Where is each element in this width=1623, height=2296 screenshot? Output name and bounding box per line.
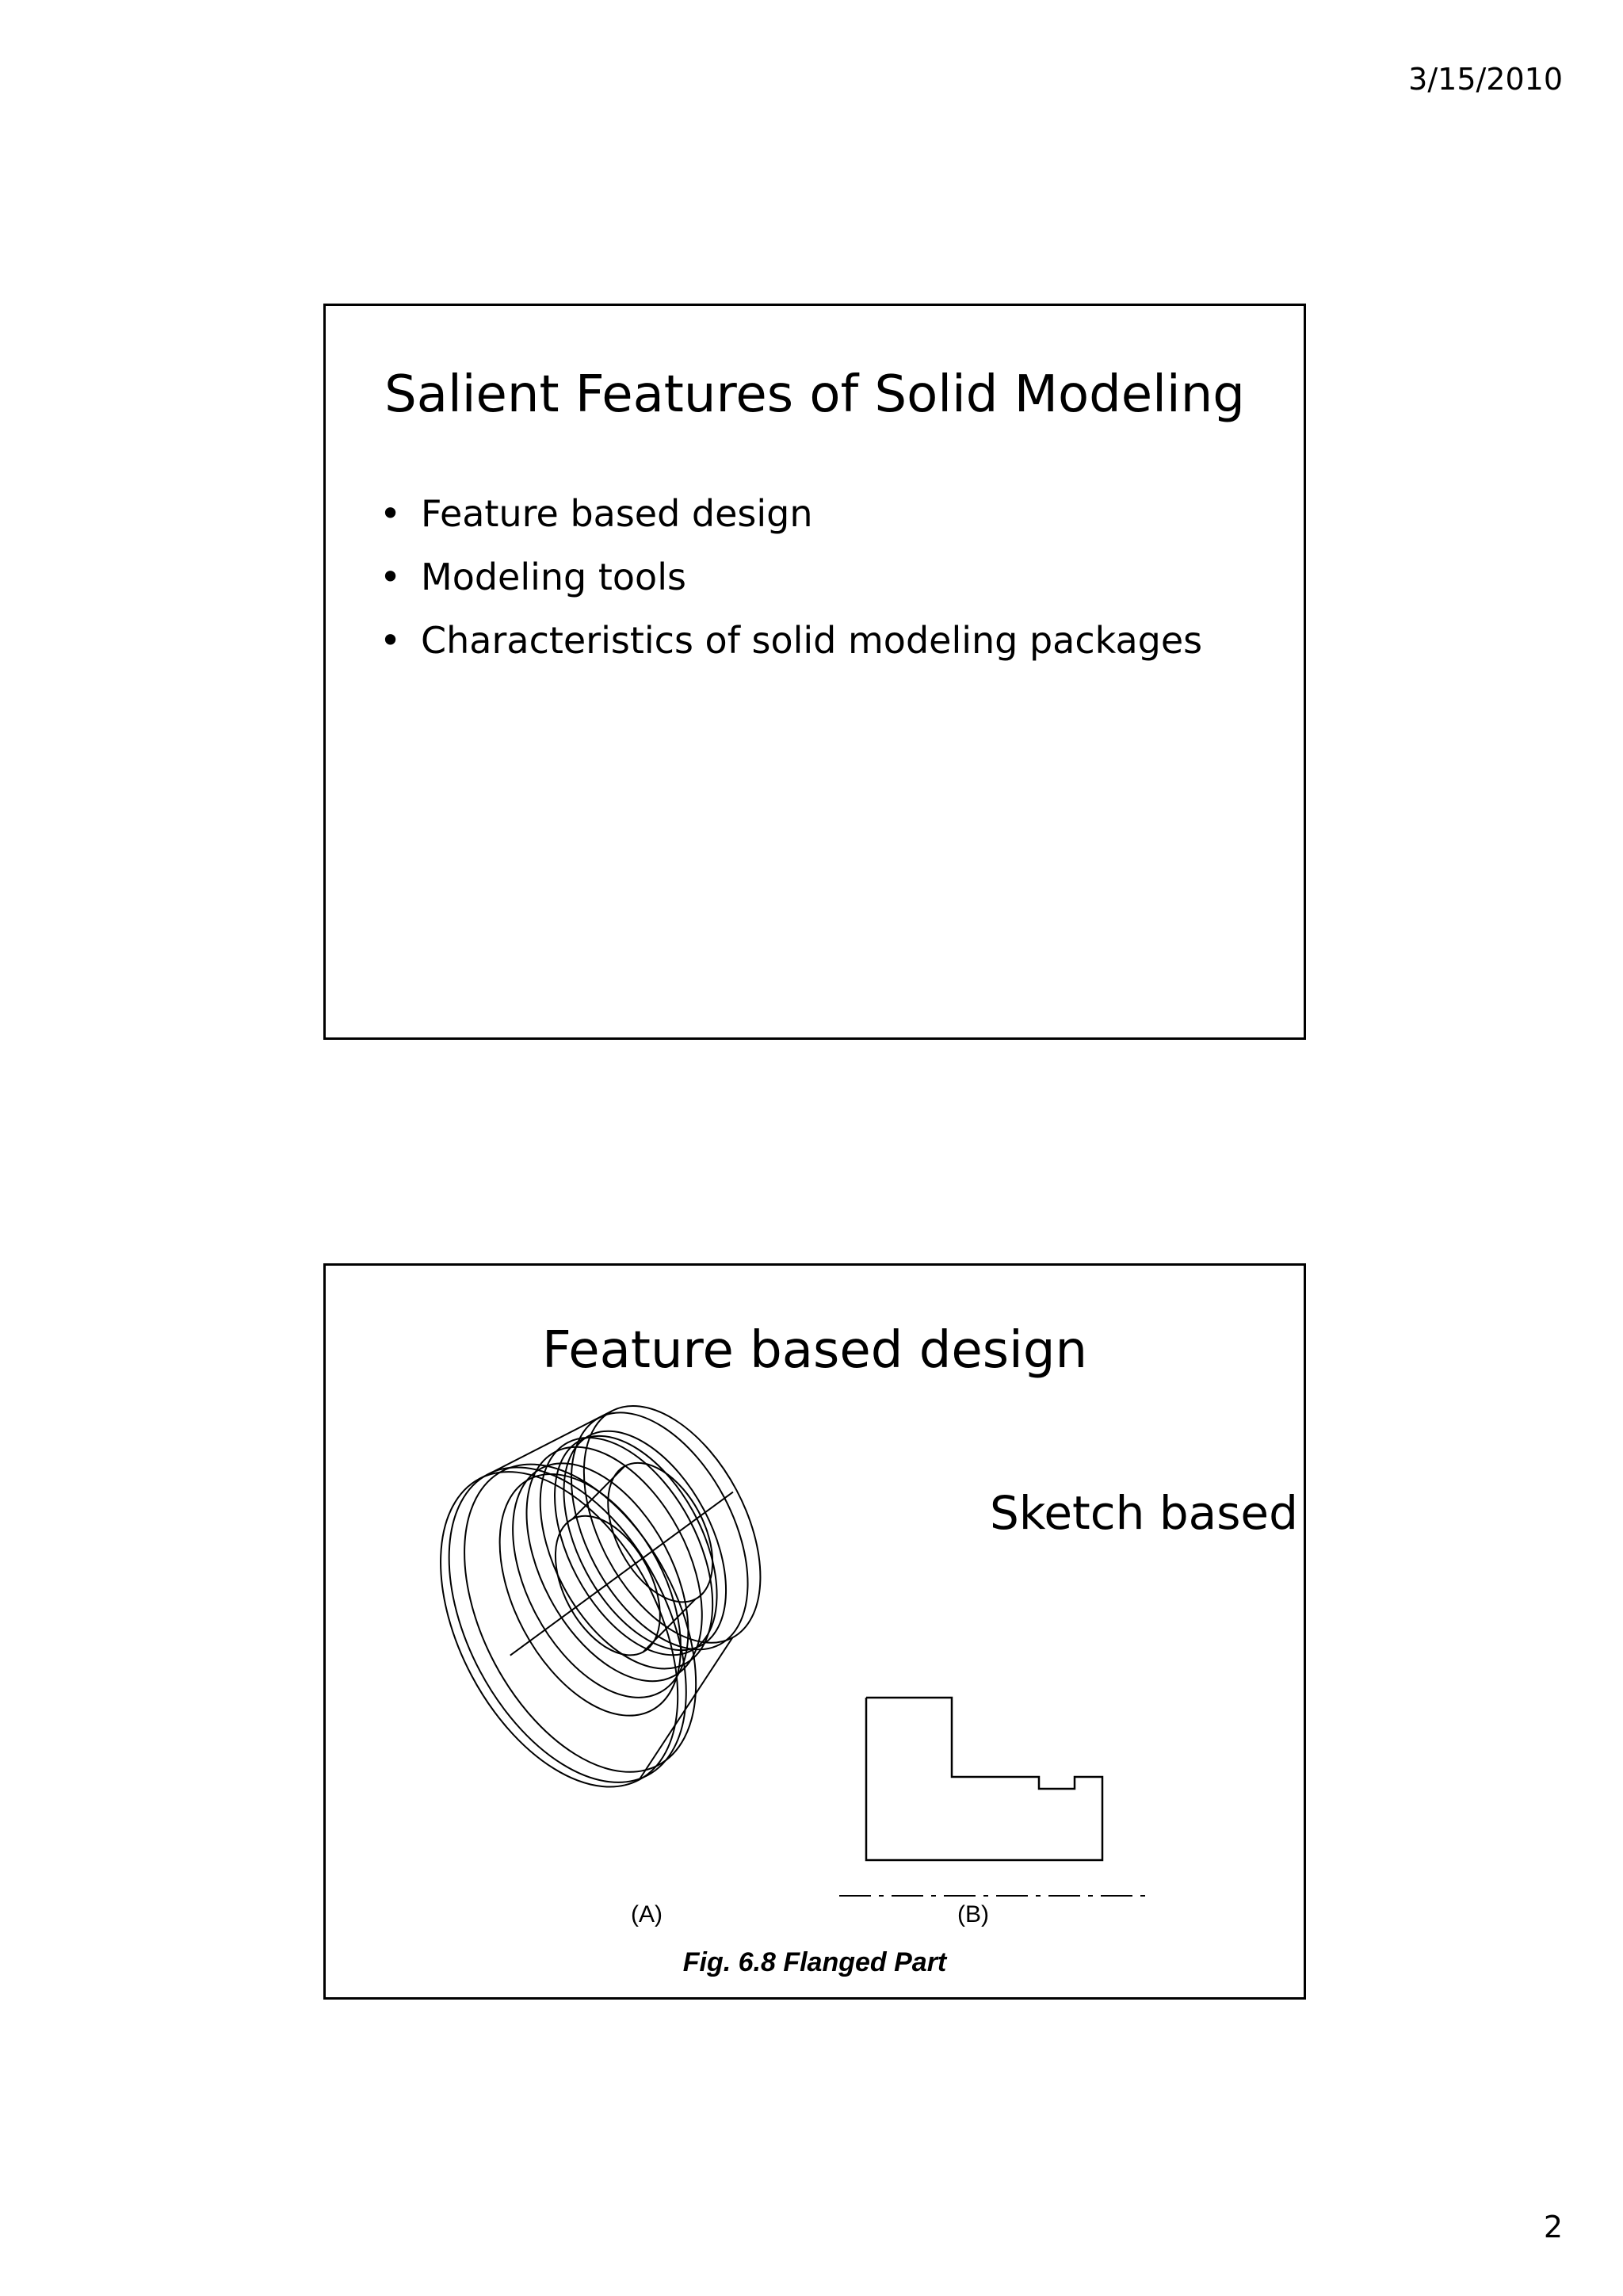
bullet-text: Characteristics of solid modeling packages — [421, 619, 1203, 662]
bullet-item — [380, 609, 1202, 672]
slide-salient-features — [323, 304, 1306, 1040]
figure-label-b: (B) — [957, 1901, 989, 1927]
sketch-profile — [866, 1698, 1102, 1860]
flanged-part-figure — [326, 1266, 1304, 1997]
bullet-dot-icon: • — [380, 492, 402, 535]
bullet-dot-icon: • — [380, 619, 402, 662]
slide-title: Salient Features of Solid Modeling — [384, 365, 1245, 424]
slide-title: Feature based design — [541, 1321, 1088, 1380]
page-date: 3/15/2010 — [1408, 62, 1563, 97]
bullet-list — [380, 482, 1202, 672]
sketch-based-label: Sketch based — [990, 1486, 1298, 1540]
slide-feature-based-design — [323, 1263, 1306, 2000]
bullet-dot-icon: • — [380, 556, 402, 598]
figure-label-a: (A) — [631, 1901, 663, 1927]
bullet-text: Feature based design — [421, 492, 813, 535]
bullet-item — [380, 482, 1202, 545]
page-number: 2 — [1543, 2210, 1563, 2244]
bullet-text: Modeling tools — [421, 556, 686, 598]
figure-caption: Fig. 6.8 Flanged Part — [682, 1947, 947, 1977]
flanged-part-wireframe — [391, 1375, 834, 1827]
bullet-item — [380, 545, 1202, 609]
